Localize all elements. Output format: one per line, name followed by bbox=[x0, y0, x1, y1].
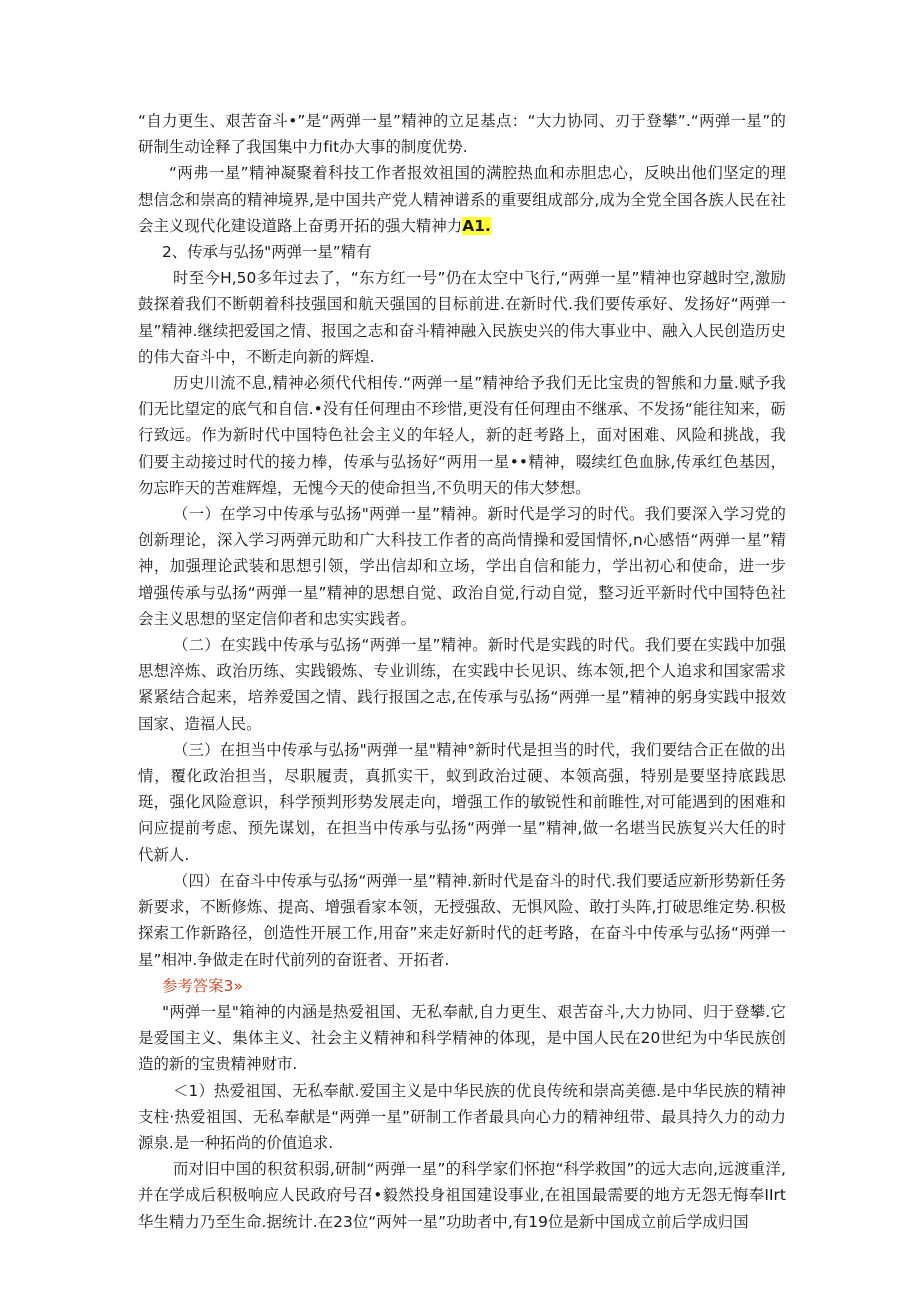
section-heading-2: 2、传承与弘扬"两弹一星”精有 bbox=[162, 243, 372, 262]
paragraph-11: 而对旧中国的积贫积弱,研制“两弹一星”的科学家们怀抱“科学救国”的远大志向,远渡重洋,并在学成后积极响应人民政府号召•毅然投身祖国建设事业,在祖国最需要的地方无怨无悔奉IIrt华生精力乃至生命.据统计.在23位“两舛一星”功助者中,有19位是新中国成立前后学成归国 bbox=[138, 1160, 786, 1231]
paragraph-1: “自力更生、艰苦奋斗•”是“两弹一星”精神的立足基点：“大力协同、刃于登攀”.“两弹一星”的研制生动诠释了我国集中力fit办大事的制度优势. bbox=[138, 112, 786, 157]
paragraph-9: "两弹一星"箱神的内涵是热爱祖国、无私奉献,自力更生、艰苦奋斗,大力协同、归于登攀.它是爱国主义、集体主义、社会主义精神和科学精神的体现，是中国人民在20世纪为中华民族创造的新的宝贵精神财市. bbox=[138, 1002, 786, 1074]
highlight-mark: A1. bbox=[462, 216, 491, 235]
paragraph-3: 时至今H,50多年过去了，“东方红一号”仍在太空中飞行,“两弹一星”精神也穿越时空,激励鼓探着我们不断朝着科技强国和航天强国的目标前进.在新时代.我们要传承好、发扬好“两弹一星”精神.继续把爱国之情、报国之志和奋斗精神融入民族史兴的伟大事业中、融入人民创造历史的伟大奋斗中，不断走向新的辉煌. bbox=[138, 269, 786, 366]
paragraph-4: 历史川流不息,精神必须代代相传.“两弹一星”精神给予我们无比宝贵的智熊和力量.赋予我们无比望定的底气和自信.•没有任何理由不珍惜,更没有任何理由不继承、不发扬“能往知来，砺行致远。作为新时代中国特色社会主义的年轻人，新的赶考路上，面对困难、风险和挑战，我们要主动接过时代的接力棒，传承与弘扬好“两用一星••精神，啜续红色血脉,传承红色基因，勿忘昨天的苦难辉煌，无愧今天的使命担当,不负明天的伟大梦想。 bbox=[138, 374, 786, 497]
paragraph-10: ＜1）热爱祖国、无私奉献.爱国主义是中华民族的优良传统和崇高美德.是中华民族的精神支柱·热爱祖国、无私奉献是“两弹一星”研制工作者最具向心力的精神纽带、最具持久力的动力源泉.是一种拓尚的价值追求. bbox=[138, 1081, 786, 1152]
paragraph-8: （四）在奋斗中传承与弘扬“两弹一星”精神.新时代是奋斗的时代.我们要适应新形势新任务新要求，不断修炼、提高、增强看家本领，无授强敌、无惧风险、敢打头阵,打破思维定势.积极探索工作新路径，创造性开展工作,用奋”来走好新时代的赶考路，在奋斗中传承与弘扬“两弹一星”相冲.争做走在时代前列的奋诳者、开拓者. bbox=[138, 871, 786, 969]
answer-label: 参考答案3» bbox=[162, 976, 243, 995]
paragraph-5: （一）在学习中传承与弘扬"两弹一星”精神。新时代是学习的时代。我们要深入学习党的创新理论，深入学习两弹元助和广大科技工作者的高尚情操和爱国情怀,n心感悟“两弹一星”精神，加强理论武装和思想引领，学出信却和立场，学出自信和能力，学出初心和使命，进一步增强传承与弘扬“两弹一星”精神的思想自觉、政治自觉,行动自觉，整习近平新时代中国特色社会主义思想的坚定信仰者和忠实实践者。 bbox=[138, 505, 786, 628]
paragraph-7: （三）在担当中传承与弘扬"两弹一星"精神°新时代是担当的时代，我们要结合正在做的出情，覆化政治担当，尽职履责，真抓实干，蚁到政治过硬、本领高强，特别是要坚持底践思珽，强化风险意识，科学预判形势发展走向，增强工作的敏锐性和前睢性,对可能遇到的困难和问应提前考虑、预先谋划，在担当中传承与弘扬“两弹一星”精神,做一名堪当民族复兴大任的时代新人. bbox=[138, 740, 786, 864]
document-page bbox=[138, 108, 786, 1235]
paragraph-2-text: “两弗一星”精神凝聚着科技工作者报效祖国的满腔热血和赤胆忠心，反映出他们坚定的理想信念和崇高的精神境界,是中国共产党人精神谱系的重要组成部分,成为全党全国各族人民在社会主义现代化建设道路上奋勇开拓的强大精神力 bbox=[138, 164, 786, 235]
paragraph-6: （二）在实践中传承与弘扬“两弹一星”精神。新时代是实践的时代。我们要在实践中加强思想淬炼、政治历练、实践锻炼、专业训练，在实践中长见识、练本领,把个人追求和国家需求紧紧结合起来，培养爱国之情、践行报国之志,在传承与弘扬“两弹一星”精神的躬身实践中报效国家、造福人民。 bbox=[138, 636, 786, 733]
paragraph-2 bbox=[138, 160, 786, 239]
